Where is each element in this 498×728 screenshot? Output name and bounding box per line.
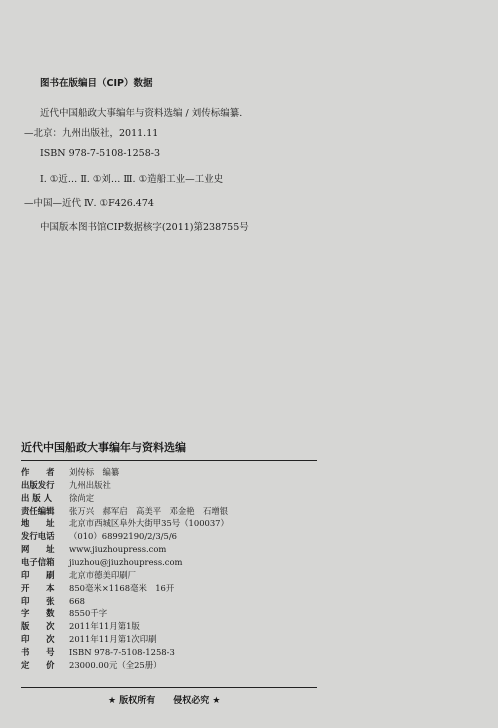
detail-label: 网 址	[21, 544, 55, 555]
detail-value: 九州出版社	[69, 479, 111, 490]
detail-label: 开 本	[21, 582, 55, 593]
detail-label: 书 号	[21, 646, 55, 657]
cip-line-2: —北京：九州出版社，2011.11	[24, 128, 159, 139]
footer-divider	[21, 687, 317, 688]
cip-record-number: 中国版本图书馆CIP数据核字(2011)第238755号	[40, 222, 249, 233]
detail-value: （010）68992190/2/3/5/6	[69, 531, 177, 542]
detail-label: 字 数	[21, 608, 55, 619]
detail-label: 责任编辑	[21, 505, 55, 516]
detail-row	[21, 583, 174, 593]
detail-row	[21, 557, 182, 567]
detail-row	[21, 634, 157, 644]
detail-value: 23000.00元（全25册）	[69, 659, 162, 670]
detail-row	[21, 506, 228, 516]
cip-line-1: 近代中国船政大事编年与资料选编 / 刘传标编纂.	[40, 108, 243, 119]
detail-row	[21, 647, 175, 657]
detail-row	[21, 608, 107, 618]
detail-row	[21, 621, 140, 631]
detail-value: ISBN 978-7-5108-1258-3	[69, 646, 175, 657]
cip-heading: 图书在版编目（CIP）数据	[40, 78, 153, 89]
detail-label: 印 次	[21, 634, 55, 645]
detail-value: 850毫米×1168毫米 16开	[69, 582, 175, 593]
detail-label: 地 址	[21, 518, 55, 529]
cip-isbn: ISBN 978-7-5108-1258-3	[40, 148, 160, 159]
detail-value: 8550千字	[69, 608, 108, 619]
detail-value: 张万兴 郝军启 高美平 邓金艳 石增银	[69, 505, 229, 516]
detail-value: 2011年11月第1次印刷	[69, 634, 157, 645]
detail-label: 定 价	[21, 659, 55, 670]
detail-row	[21, 493, 94, 503]
detail-value: 刘传标 编纂	[69, 467, 120, 477]
cip-classification-1: Ⅰ. ①近… Ⅱ. ①刘… Ⅲ. ①造船工业—工业史	[40, 174, 224, 185]
copyright-notice: ★ 版权所有 侵权必究 ★	[108, 696, 221, 706]
detail-label: 印 刷	[21, 569, 55, 580]
detail-label: 版 次	[21, 621, 55, 632]
detail-row	[21, 518, 229, 528]
detail-row	[21, 467, 119, 477]
detail-row	[21, 660, 162, 670]
detail-row	[21, 570, 136, 580]
title-divider	[21, 460, 317, 461]
detail-row	[21, 480, 111, 490]
detail-value: 徐尚定	[69, 492, 95, 503]
detail-row	[21, 544, 166, 554]
detail-value: 2011年11月第1版	[69, 621, 140, 632]
detail-value: 北京市德美印刷厂	[69, 569, 136, 580]
detail-label: 电子信箱	[21, 556, 55, 567]
detail-value: 北京市西城区阜外大街甲35号（100037）	[69, 518, 229, 529]
detail-value: jiuzhou@jiuzhoupress.com	[69, 556, 183, 567]
detail-label: 发行电话	[21, 531, 55, 542]
detail-value: www.jiuzhoupress.com	[69, 544, 167, 555]
detail-label: 印 张	[21, 595, 55, 606]
detail-row	[21, 531, 177, 541]
cip-classification-2: —中国—近代 Ⅳ. ①F426.474	[24, 198, 154, 209]
detail-label: 作 者	[21, 467, 55, 477]
detail-label: 出 版 人	[21, 492, 52, 503]
book-title: 近代中国船政大事编年与资料选编	[21, 441, 186, 454]
detail-value: 668	[69, 595, 85, 606]
detail-row	[21, 596, 85, 606]
detail-label: 出版发行	[21, 479, 55, 490]
